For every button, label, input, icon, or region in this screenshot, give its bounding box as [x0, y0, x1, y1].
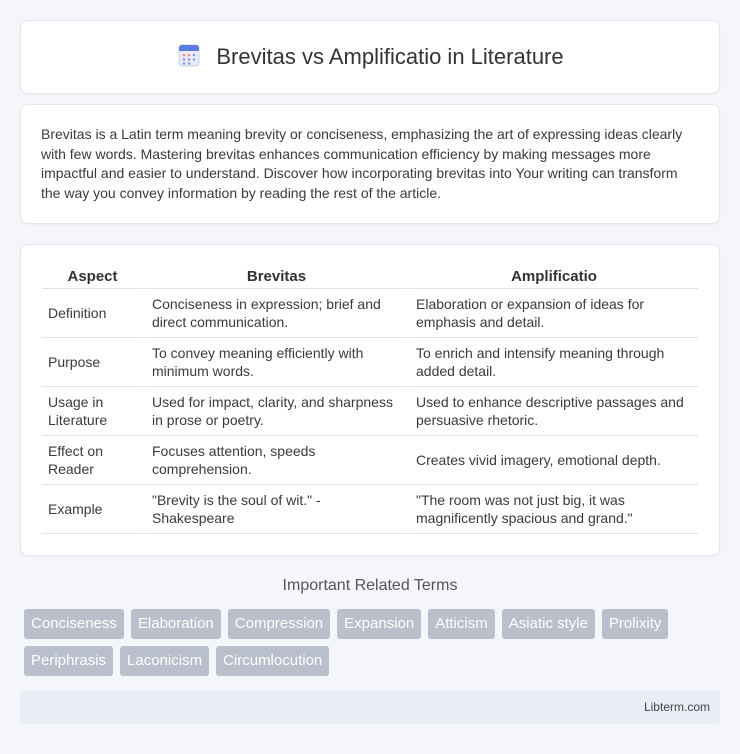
intro-text: Brevitas is a Latin term meaning brevity or conciseness, emphasizing the art of expressing ideas clearly with few words. Mastering brevitas enhances communication efficiency by making messages more impactful and easier to understand. Discover how incorporating brevitas into Your writing can transform the way you convey information by reading the rest of the article.	[41, 126, 683, 201]
amplificatio-cell: Creates vivid imagery, emotional depth.	[407, 436, 698, 485]
table-row	[42, 485, 698, 534]
page-title: Brevitas vs Amplificatio in Literature	[216, 44, 564, 69]
aspect-cell: Purpose	[42, 338, 143, 387]
amplificatio-cell: "The room was not just big, it was magnificently spacious and grand."	[407, 485, 698, 534]
related-term-tag[interactable]: Compression	[228, 609, 330, 639]
related-term-tag[interactable]: Laconicism	[120, 646, 209, 676]
brevitas-cell: Focuses attention, speeds comprehension.	[143, 436, 407, 485]
amplificatio-cell: Used to enhance descriptive passages and persuasive rhetoric.	[407, 387, 698, 436]
aspect-cell: Definition	[42, 289, 143, 338]
related-term-tag[interactable]: Periphrasis	[24, 646, 113, 676]
intro-card	[20, 104, 720, 224]
document-icon	[176, 42, 202, 73]
footer	[20, 690, 720, 724]
aspect-cell: Effect on Reader	[42, 436, 143, 485]
brevitas-cell: "Brevity is the soul of wit." - Shakespeare	[143, 485, 407, 534]
related-terms-title: Important Related Terms	[282, 577, 458, 594]
related-term-tag[interactable]: Atticism	[428, 609, 495, 639]
related-term-tag[interactable]: Expansion	[337, 609, 421, 639]
table-row	[42, 436, 698, 485]
brevitas-cell: Conciseness in expression; brief and direct communication.	[143, 289, 407, 338]
table-row	[42, 338, 698, 387]
brevitas-cell: To convey meaning efficiently with minimum words.	[143, 338, 407, 387]
related-term-tag[interactable]: Prolixity	[602, 609, 669, 639]
table-header-row	[42, 265, 698, 289]
comparison-card	[20, 244, 720, 556]
aspect-cell: Example	[42, 485, 143, 534]
header-amplificatio: Amplificatio	[407, 265, 698, 289]
brevitas-cell: Used for impact, clarity, and sharpness in prose or poetry.	[143, 387, 407, 436]
related-term-tag[interactable]: Circumlocution	[216, 646, 329, 676]
related-term-tag[interactable]: Elaboration	[131, 609, 221, 639]
comparison-table	[42, 265, 698, 534]
header-brevitas: Brevitas	[143, 265, 407, 289]
aspect-cell: Usage in Literature	[42, 387, 143, 436]
header-aspect: Aspect	[42, 265, 143, 289]
table-row	[42, 289, 698, 338]
related-term-tag[interactable]: Conciseness	[24, 609, 124, 639]
amplificatio-cell: Elaboration or expansion of ideas for emphasis and detail.	[407, 289, 698, 338]
title-card	[20, 20, 720, 94]
footer-site-link[interactable]: Libterm.com	[643, 700, 710, 714]
related-term-tag[interactable]: Asiatic style	[502, 609, 595, 639]
related-terms-list	[24, 609, 724, 683]
amplificatio-cell: To enrich and intensify meaning through added detail.	[407, 338, 698, 387]
table-row	[42, 387, 698, 436]
